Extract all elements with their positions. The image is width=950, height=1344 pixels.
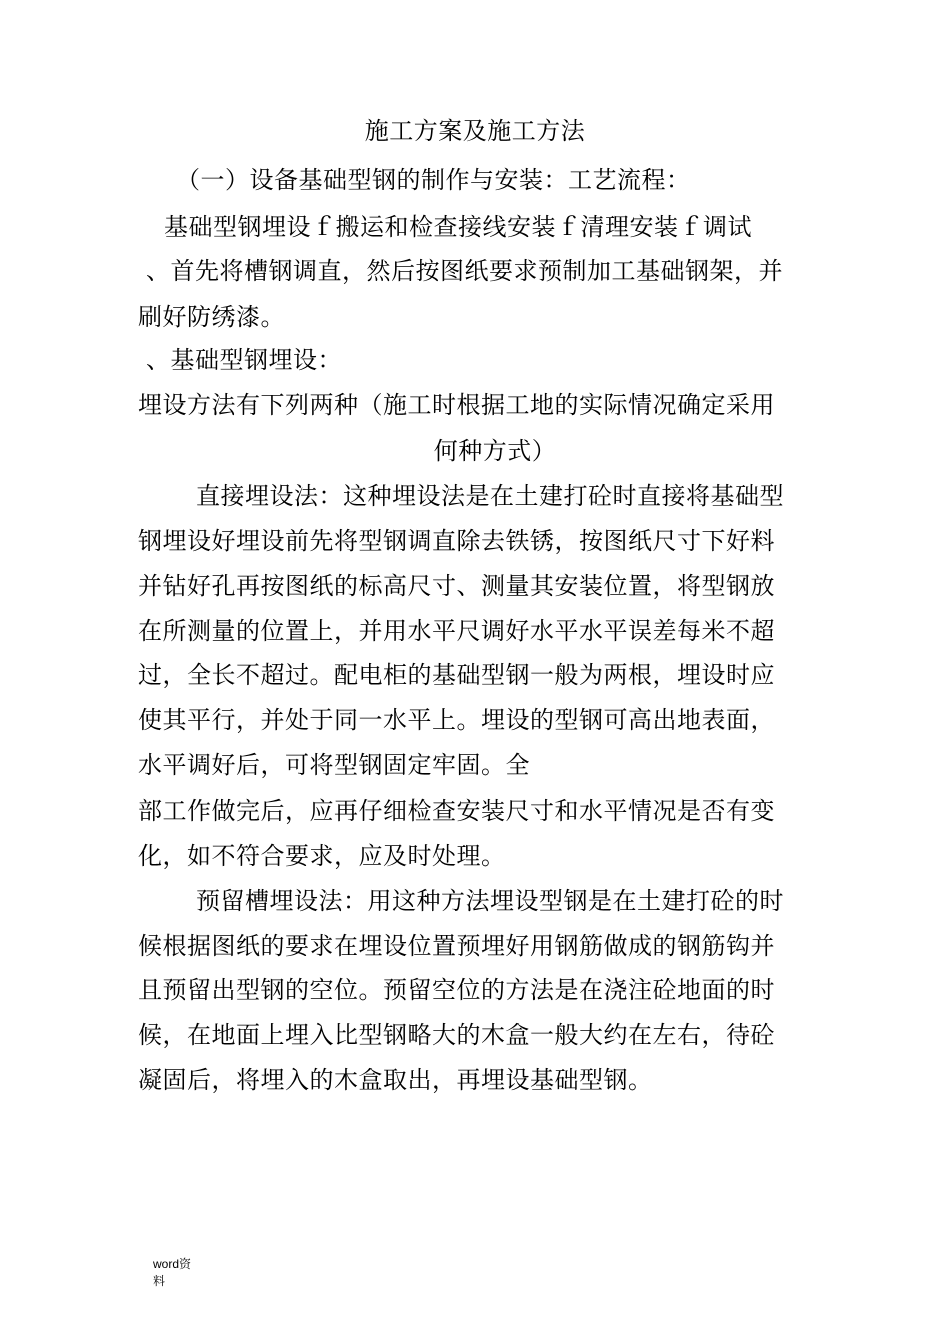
text-line-4: 刷好防绣漆。 [138,303,285,331]
text-line-17: 预留槽埋设法：用这种方法埋设型钢是在土建打砼的时 [196,887,784,915]
document-title: 施工方案及施工方法 [364,117,586,145]
text-line-8: 直接埋设法：这种埋设法是在土建打砼时直接将基础型 [196,482,784,510]
text-line-12: 过，全长不超过。配电柜的基础型钢一般为两根，埋设时应 [138,661,775,689]
text-line-10: 并钻好孔再按图纸的标高尺寸、测量其安装位置，将型钢放 [138,572,775,600]
text-line-6: 埋设方法有下列两种（施工时根据工地的实际情况确定采用 [138,391,775,419]
text-line-16: 化，如不符合要求，应及时处理。 [138,842,506,870]
text-line-21: 凝固后，将埋入的木盒取出，再埋设基础型钢。 [138,1066,653,1094]
text-line-18: 候根据图纸的要求在埋设位置预埋好用钢筋做成的钢筋钩并 [138,932,775,960]
text-line-14: 水平调好后，可将型钢固定牢固。全 [138,751,530,779]
footer-watermark [153,1256,191,1290]
text-line-5: 、基础型钢埋设： [146,346,342,374]
text-line-3: 、首先将槽钢调直，然后按图纸要求预制加工基础钢架，并 [146,257,783,285]
text-line-13: 使其平行，并处于同一水平上。埋设的型钢可高出地表面， [138,706,775,734]
text-line-19: 且预留出型钢的空位。预留空位的方法是在浇注砼地面的时 [138,976,775,1004]
text-line-15: 部工作做完后，应再仔细检查安装尺寸和水平情况是否有变 [138,797,775,825]
text-line-7: 何种方式） [433,437,557,465]
footer-line-2: 料 [153,1274,166,1288]
text-line-20: 候，在地面上埋入比型钢略大的木盒一般大约在左右，待砼 [138,1021,775,1049]
footer-line-1: word资 [153,1257,192,1271]
text-line-1: （一）设备基础型钢的制作与安装：工艺流程： [176,166,691,194]
text-line-9: 钢埋设好埋设前先将型钢调直除去铁锈，按图纸尺寸下好料 [138,527,775,555]
text-line-2: 基础型钢埋设ｆ搬运和检查接线安装ｆ清理安装ｆ调试 [164,213,752,241]
text-line-11: 在所测量的位置上，并用水平尺调好水平水平误差每米不超 [138,617,775,645]
